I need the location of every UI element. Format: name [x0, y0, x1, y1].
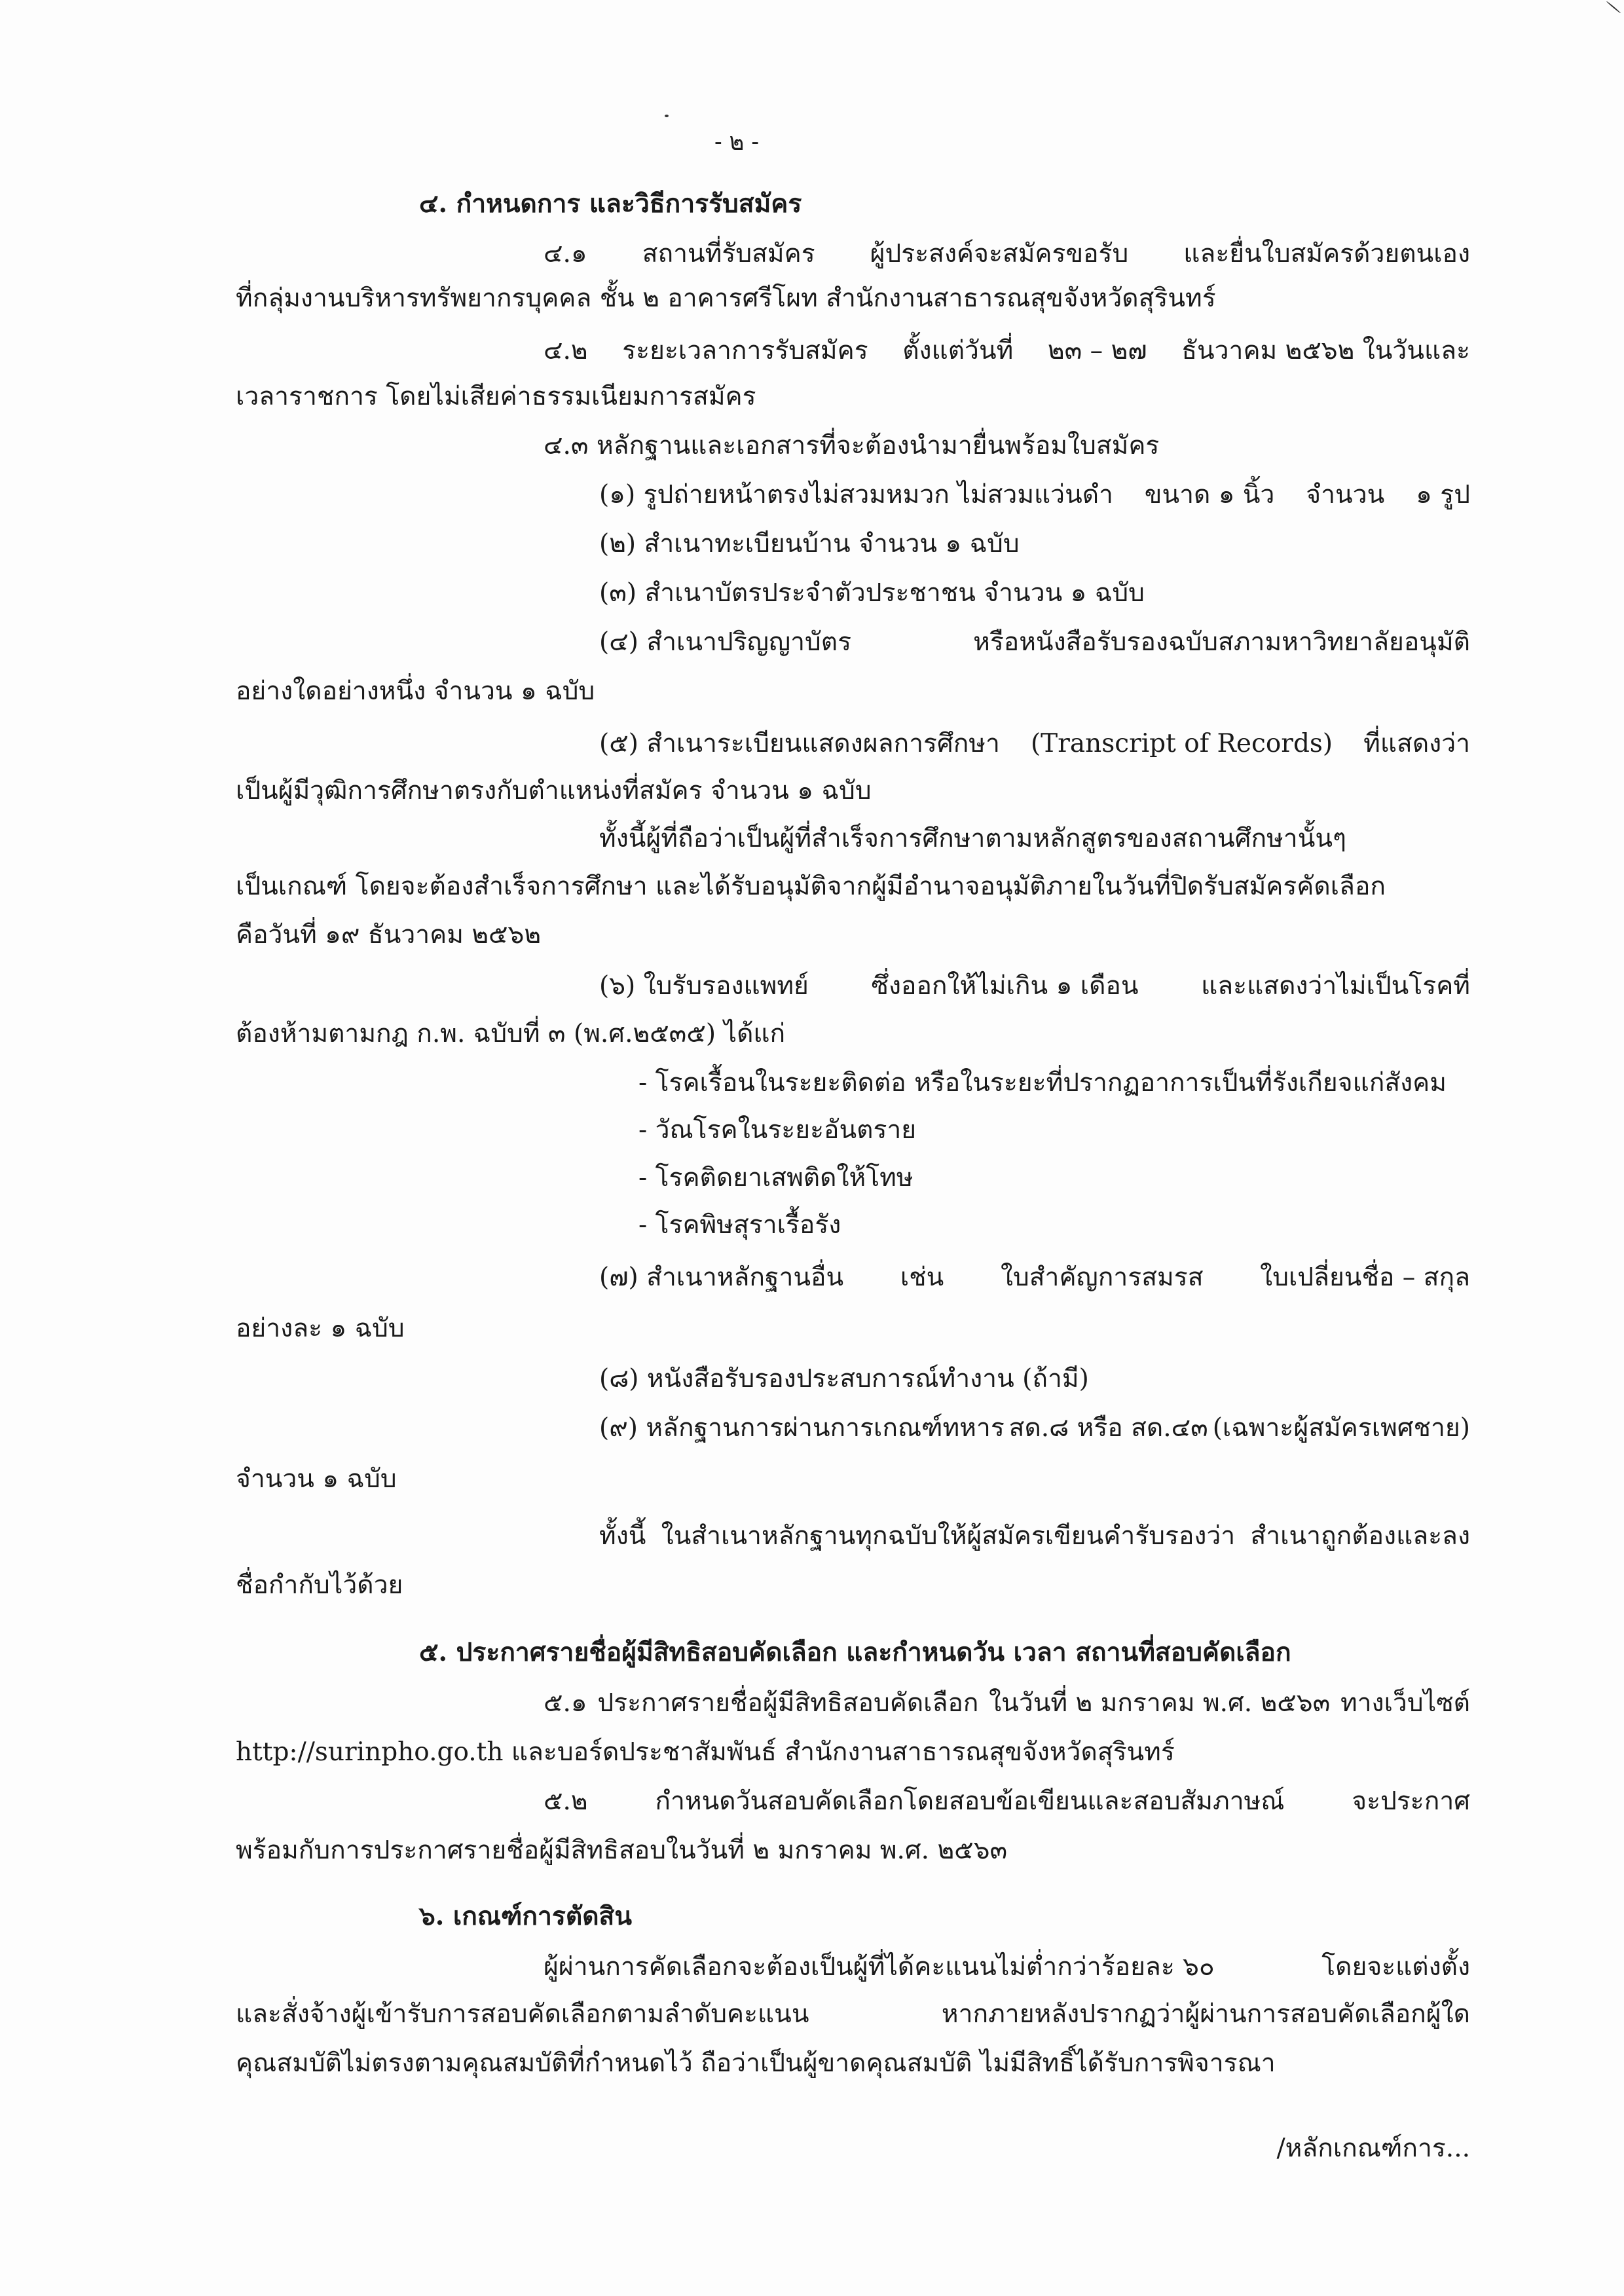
para-4-2-line2: เวลาราชการ โดยไม่เสียค่าธรรมเนียมการสมัคร: [236, 382, 756, 411]
section-4-end-line2: ชื่อกำกับไว้ด้วย: [236, 1570, 403, 1600]
text: ในวันที่ ๒ มกราคม พ.ศ. ๒๕๖๓: [989, 1688, 1331, 1718]
section-4-heading: ๔. กำหนดการ และวิธีการรับสมัคร: [419, 189, 802, 219]
text: ตั้งแต่วันที่: [902, 336, 1014, 365]
item-9-line2: จำนวน ๑ ฉบับ: [236, 1464, 397, 1494]
text: และยื่นใบสมัครด้วยตนเอง: [1183, 239, 1470, 268]
text: (เฉพาะผู้สมัครเพศชาย): [1212, 1413, 1470, 1443]
para-5-1-line2: http://surinpho.go.th และบอร์ดประชาสัมพันธ์ สำนักงานสาธารณสุขจังหวัดสุรินทร์: [236, 1737, 1175, 1767]
disease-2: - วัณโรคในระยะอันตราย: [638, 1115, 917, 1145]
item-5-line1: [599, 727, 1470, 761]
text: สถานที่รับสมัคร: [642, 239, 815, 268]
disease-3: - โรคติดยาเสพติดให้โทษ: [638, 1163, 913, 1193]
text: ใบเปลี่ยนชื่อ – สกุล: [1260, 1263, 1470, 1292]
note-line1: ทั้งนี้ผู้ที่ถือว่าเป็นผู้ที่สำเร็จการศึกษาตามหลักสูตรของสถานศึกษานั้นๆ: [599, 824, 1346, 853]
para-5-2-line2: พร้อมกับการประกาศรายชื่อผู้มีสิทธิสอบในวันที่ ๒ มกราคม พ.ศ. ๒๕๖๓: [236, 1836, 1008, 1865]
section-4-end-line1: [599, 1519, 1470, 1553]
disease-1: - โรคเรื้อนในระยะติดต่อ หรือในระยะที่ปรากฏอาการเป็นที่รังเกียจแก่สังคม: [638, 1068, 1447, 1098]
para-4-3: ๔.๓ หลักฐานและเอกสารที่จะต้องนำมายื่นพร้อมใบสมัคร: [544, 431, 1160, 460]
text: (๕) สำเนาระเบียนแสดงผลการศึกษา: [599, 729, 1000, 758]
item-7-line2: อย่างละ ๑ ฉบับ: [236, 1314, 405, 1343]
text: ผู้ประสงค์จะสมัครขอรับ: [870, 239, 1129, 268]
text: ระยะเวลาการรับสมัคร: [622, 336, 868, 365]
text: ธันวาคม ๒๕๖๒ ในวันและ: [1181, 336, 1470, 365]
text: (๑) รูปถ่ายหน้าตรงไม่สวมหมวก ไม่สวมแว่นดำ: [599, 480, 1113, 509]
item-2: (๒) สำเนาทะเบียนบ้าน จำนวน ๑ ฉบับ: [599, 529, 1020, 559]
text: (Transcript of Records): [1030, 729, 1333, 758]
text: ๔.๑: [544, 239, 587, 268]
section-5-heading: ๕. ประกาศรายชื่อผู้มีสิทธิสอบคัดเลือก และกำหนดวัน เวลา สถานที่สอบคัดเลือก: [419, 1637, 1291, 1667]
text: ๑ รูป: [1416, 480, 1470, 509]
continuation-footer: /หลักเกณฑ์การ...: [1276, 2134, 1470, 2163]
scan-mark: [1606, 1, 1621, 14]
text: ๔.๒: [544, 336, 588, 365]
text: ขนาด ๑ นิ้ว: [1144, 480, 1275, 509]
text: ใบสำคัญการสมรส: [1000, 1263, 1204, 1292]
text: ในสำเนาหลักฐานทุกฉบับให้ผู้สมัครเขียนคำรับรองว่า: [661, 1521, 1236, 1551]
para-4-2-line1: [544, 334, 1470, 368]
para-4-1-line1: [544, 237, 1470, 271]
disease-4: - โรคพิษสุราเรื้อรัง: [638, 1210, 841, 1240]
section-6-line2: [236, 1997, 1470, 2031]
text: (๖) ใบรับรองแพทย์: [599, 971, 809, 1001]
para-5-1-line1: [544, 1686, 1470, 1720]
text: ทั้งนี้: [599, 1521, 646, 1551]
text: ๕.๑: [544, 1688, 587, 1718]
text: ผู้ผ่านการคัดเลือกจะต้องเป็นผู้ที่ได้คะแนนไม่ต่ำกว่าร้อยละ ๖๐: [544, 1952, 1215, 1982]
text: สำเนาถูกต้องและลง: [1250, 1521, 1470, 1551]
item-9-line1: [599, 1411, 1470, 1445]
text: ๒๓ – ๒๗: [1047, 336, 1147, 365]
text: จะประกาศ: [1352, 1787, 1470, 1816]
text: กำหนดวันสอบคัดเลือกโดยสอบข้อเขียนและสอบสัมภาษณ์: [655, 1787, 1285, 1816]
text: หรือหนังสือรับรองฉบับสภามหาวิทยาลัยอนุมัติ: [973, 627, 1470, 657]
text: (๙) หลักฐานการผ่านการเกณฑ์ทหาร: [599, 1413, 1005, 1443]
section-6-heading: ๖. เกณฑ์การตัดสิน: [419, 1901, 632, 1931]
para-4-1-line2: ที่กลุ่มงานบริหารทรัพยากรบุคคล ชั้น ๒ อาคารศรีโผท สำนักงานสาธารณสุขจังหวัดสุรินทร์: [236, 284, 1216, 313]
scan-speck: [665, 115, 669, 117]
para-5-2-line1: [544, 1785, 1470, 1819]
item-6-line1: [599, 969, 1470, 1003]
item-7-line1: [599, 1261, 1470, 1295]
text: โดยจะแต่งตั้ง: [1321, 1952, 1470, 1982]
note-line3: คือวันที่ ๑๙ ธันวาคม ๒๕๖๒: [236, 920, 542, 950]
section-6-line1: [544, 1950, 1470, 1984]
text: เช่น: [900, 1263, 944, 1292]
item-8: (๘) หนังสือรับรองประสบการณ์ทำงาน (ถ้ามี): [599, 1364, 1089, 1394]
page-number: - ๒ -: [714, 127, 759, 156]
text: สด.๘ หรือ สด.๔๓: [1008, 1413, 1208, 1443]
text: ซึ่งออกให้ไม่เกิน ๑ เดือน: [871, 971, 1139, 1001]
item-4-line2: อย่างใดอย่างหนึ่ง จำนวน ๑ ฉบับ: [236, 676, 595, 706]
text: และสั่งจ้างผู้เข้ารับการสอบคัดเลือกตามลำดับคะแนน: [236, 1999, 809, 2029]
text: ประกาศรายชื่อผู้มีสิทธิสอบคัดเลือก: [597, 1688, 979, 1718]
text: (๔) สำเนาปริญญาบัตร: [599, 627, 852, 657]
item-1: [599, 478, 1470, 512]
section-6-line3: คุณสมบัติไม่ตรงตามคุณสมบัติที่กำหนดไว้ ถือว่าเป็นผู้ขาดคุณสมบัติ ไม่มีสิทธิ์ได้รับการพิจารณา: [236, 2048, 1276, 2078]
text: ที่แสดงว่า: [1363, 729, 1470, 758]
item-3: (๓) สำเนาบัตรประจำตัวประชาชน จำนวน ๑ ฉบับ: [599, 578, 1145, 608]
item-5-line2: เป็นผู้มีวุฒิการศึกษาตรงกับตำแหน่งที่สมัคร จำนวน ๑ ฉบับ: [236, 776, 872, 805]
text: จำนวน: [1306, 480, 1385, 509]
text: (๗) สำเนาหลักฐานอื่น: [599, 1263, 844, 1292]
text: ทางเว็บไซต์: [1340, 1688, 1470, 1718]
text: และแสดงว่าไม่เป็นโรคที่: [1201, 971, 1470, 1001]
item-4-line1: [599, 625, 1470, 659]
note-line2: เป็นเกณฑ์ โดยจะต้องสำเร็จการศึกษา และได้รับอนุมัติจากผู้มีอำนาจอนุมัติภายในวันที่ปิดรับสมัครคัดเลือก: [236, 872, 1386, 901]
text: ๕.๒: [544, 1787, 588, 1816]
text: หากภายหลังปรากฏว่าผู้ผ่านการสอบคัดเลือกผู้ใด: [941, 1999, 1470, 2029]
item-6-line2: ต้องห้ามตามกฎ ก.พ. ฉบับที่ ๓ (พ.ศ.๒๕๓๕) ได้แก่: [236, 1019, 786, 1048]
